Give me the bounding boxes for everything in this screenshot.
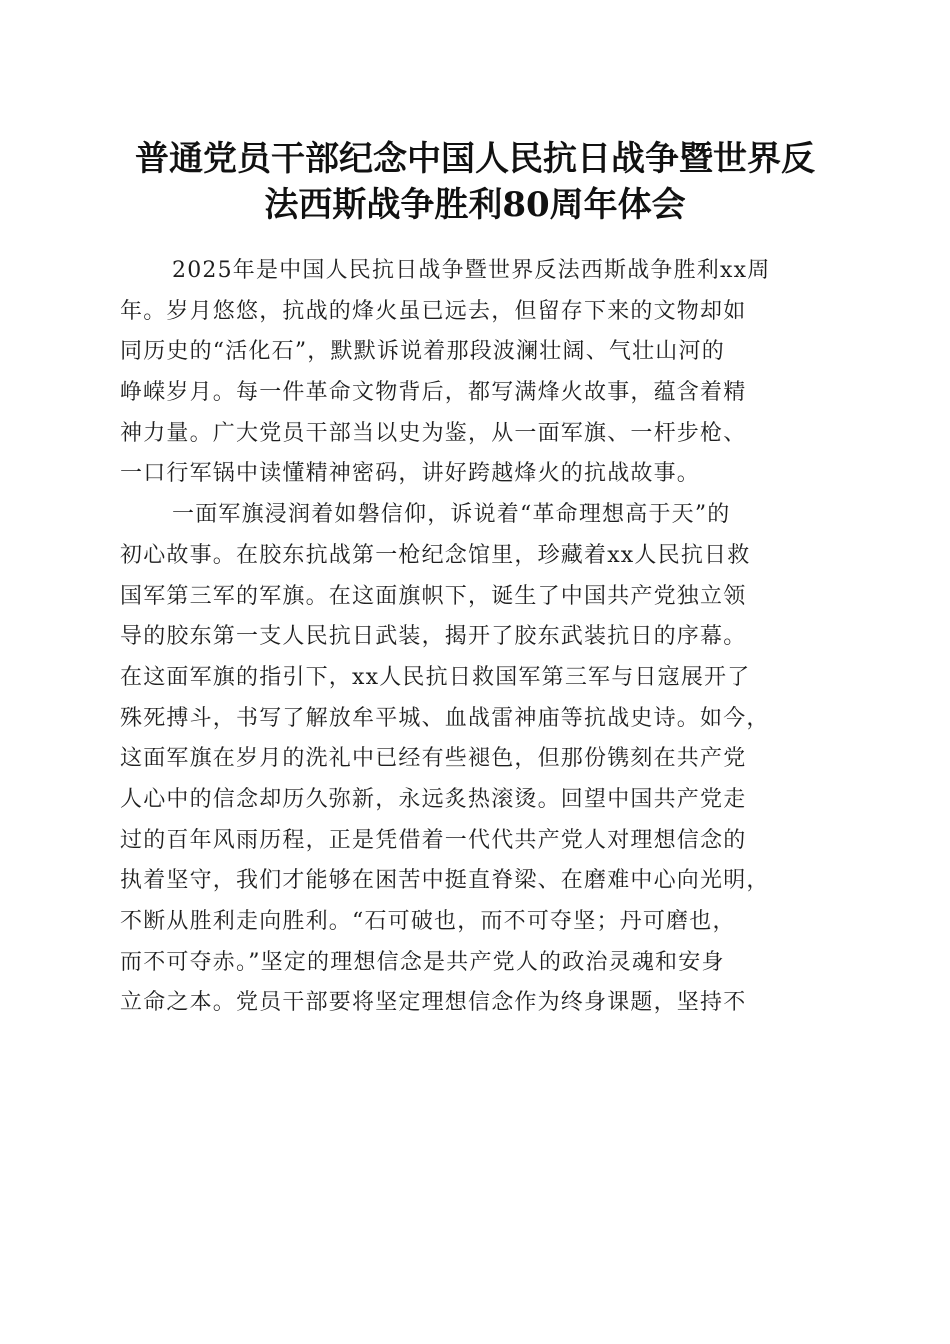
- title-line: 法西斯战争胜利80周年体会: [264, 185, 686, 225]
- text-line: 神力量。广大党员干部当以史为鉴，从一面军旗、一杆步枪、: [120, 420, 747, 446]
- text-line: 过的百年风雨历程，正是凭借着一代代共产党人对理想信念的: [120, 827, 747, 853]
- text-line: 导的胶东第一支人民抗日武装，揭开了胶东武装抗日的序幕。: [120, 624, 747, 650]
- paragraph-2: [120, 495, 840, 1024]
- text-line: 年。岁月悠悠，抗战的烽火虽已远去，但留存下来的文物却如: [120, 298, 747, 324]
- paragraph-1: [120, 251, 840, 495]
- text-line: 2025年是中国人民抗日战争暨世界反法西斯战争胜利xx周: [172, 258, 771, 283]
- document-body: [120, 251, 840, 1024]
- text-line: 一面军旗浸润着如磐信仰，诉说着“革命理想高于天”的: [172, 502, 731, 528]
- text-line: 同历史的“活化石”，默默诉说着那段波澜壮阔、气壮山河的: [120, 339, 725, 365]
- text-line: 初心故事。在胶东抗战第一枪纪念馆里，珍藏着xx人民抗日救: [120, 542, 751, 568]
- text-line: 人心中的信念却历久弥新，永远炙热滚烫。回望中国共产党走: [120, 786, 747, 812]
- text-line: 立命之本。党员干部要将坚定理想信念作为终身课题，坚持不: [120, 990, 747, 1016]
- title-line: 普通党员干部纪念中国人民抗日战争暨世界反: [135, 139, 815, 179]
- document-title: [110, 136, 840, 228]
- text-line: 这面军旗在岁月的洗礼中已经有些褪色，但那份镌刻在共产党: [120, 746, 747, 772]
- text-line: 国军第三军的军旗。在这面旗帜下，诞生了中国共产党独立领: [120, 583, 747, 609]
- text-line: 而不可夺赤。”坚定的理想信念是共产党人的政治灵魂和安身: [120, 949, 725, 975]
- text-line: 执着坚守，我们才能够在困苦中挺直脊梁、在磨难中心向光明，: [120, 868, 770, 894]
- text-line: 不断从胜利走向胜利。“石可破也，而不可夺坚；丹可磨也，: [120, 909, 736, 934]
- text-line: 一口行军锅中读懂精神密码，讲好跨越烽火的抗战故事。: [120, 461, 701, 487]
- text-line: 峥嵘岁月。每一件革命文物背后，都写满烽火故事，蕴含着精: [120, 380, 747, 406]
- text-line: 殊死搏斗，书写了解放牟平城、血战雷神庙等抗战史诗。如今，: [120, 705, 770, 731]
- text-line: 在这面军旗的指引下，xx人民抗日救国军第三军与日寇展开了: [120, 664, 751, 690]
